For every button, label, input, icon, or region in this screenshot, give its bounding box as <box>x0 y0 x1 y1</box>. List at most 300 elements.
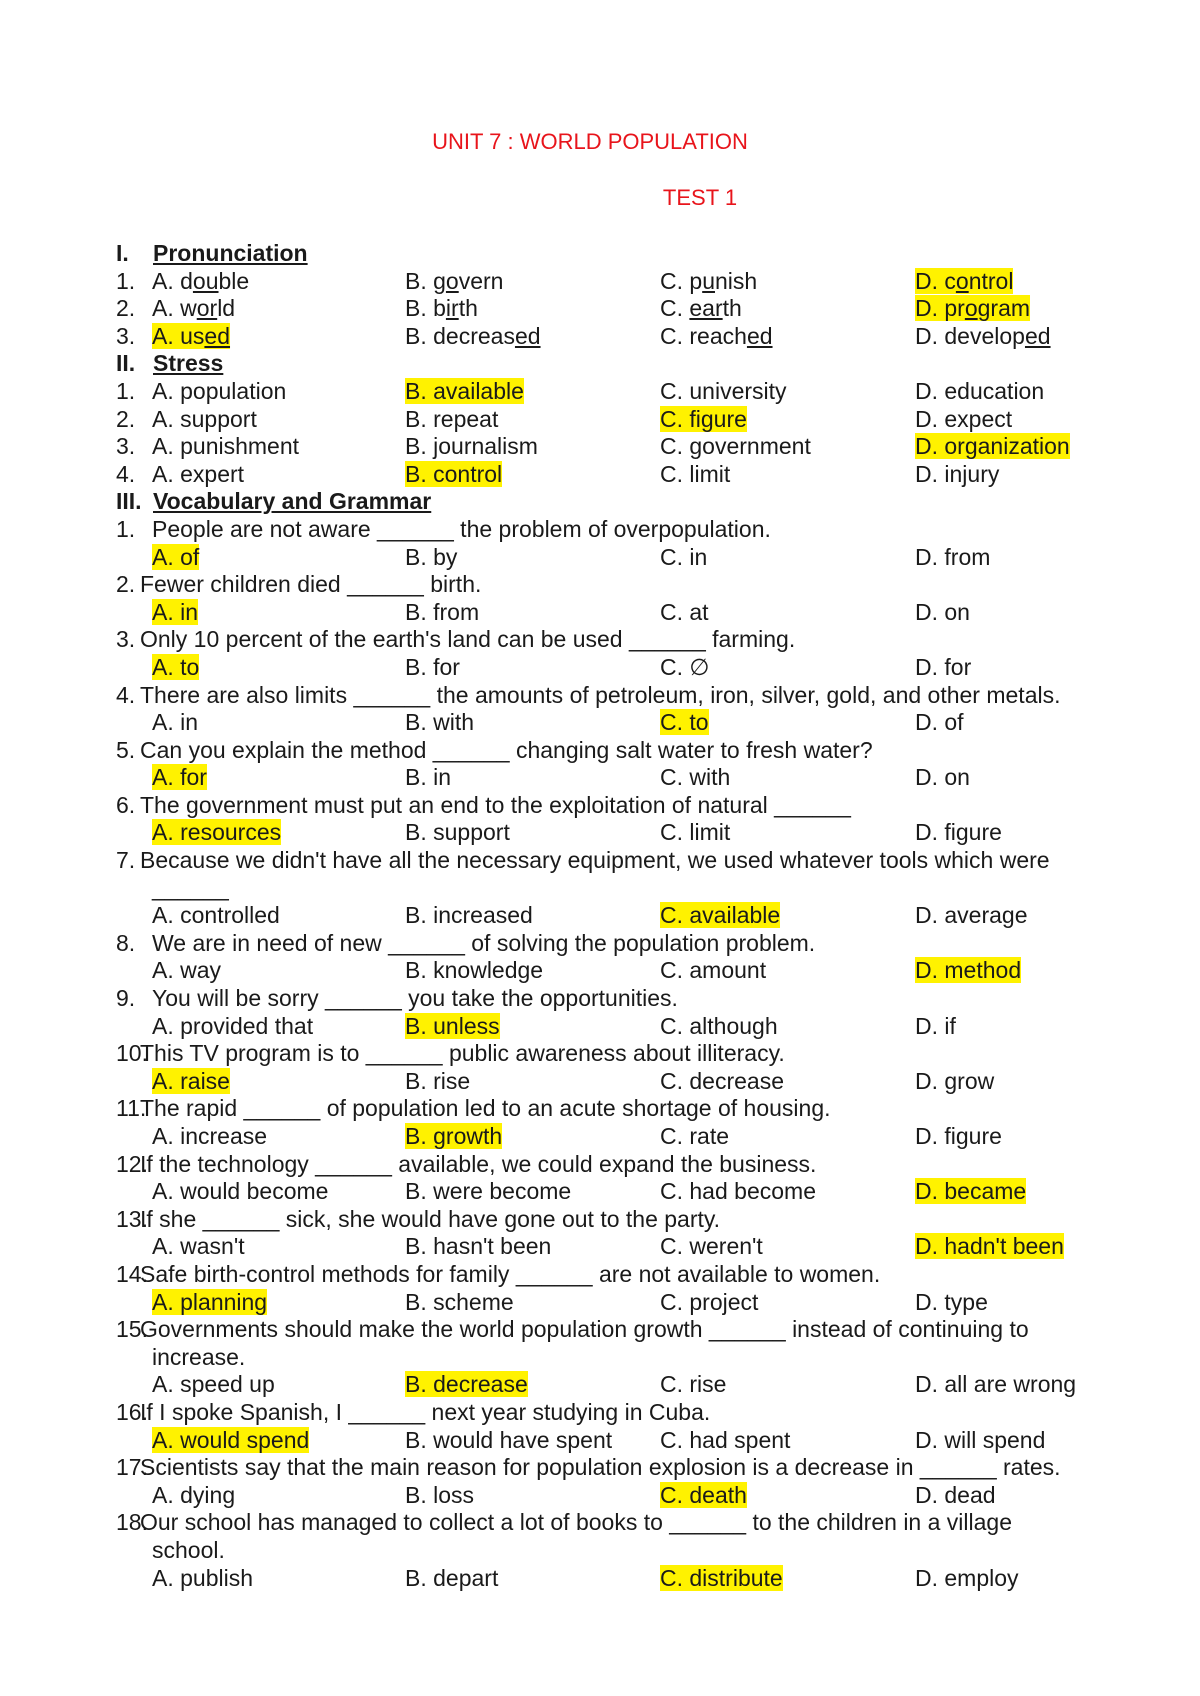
question-number: 18. <box>116 1509 148 1536</box>
question-text-row <box>0 1040 1200 1068</box>
answer-option <box>915 1289 988 1317</box>
answer-option <box>915 654 971 682</box>
option-text: A. of <box>152 543 200 570</box>
answer-option <box>915 1123 1002 1151</box>
answer-option <box>915 295 1030 323</box>
answer-option <box>152 599 198 627</box>
underlined-sound: o <box>964 295 978 322</box>
answer-option <box>152 819 281 847</box>
answer-option <box>405 461 502 489</box>
answer-option <box>405 1371 528 1399</box>
option-text: B. with <box>405 709 475 736</box>
question-text-row <box>0 1344 1200 1372</box>
answer-option <box>660 295 742 323</box>
answer-option <box>152 544 199 572</box>
option-text: A. in <box>152 598 199 625</box>
option-text: A. population <box>152 377 287 404</box>
answer-option <box>915 1178 1026 1206</box>
option-text: D. will spend <box>915 1426 1046 1453</box>
option-text: C. limit <box>660 819 731 846</box>
section-heading <box>0 240 1200 268</box>
question-text-row <box>0 1206 1200 1234</box>
option-text: D. hadn't been <box>915 1233 1064 1260</box>
underlined-sound: o <box>445 267 459 294</box>
option-text: B. repeat <box>405 405 499 432</box>
question-text-row <box>0 847 1200 875</box>
question-row <box>0 461 1200 489</box>
answer-option <box>915 461 999 489</box>
option-text: D. developed <box>915 322 1051 349</box>
question-text-row <box>0 1509 1200 1537</box>
answer-option <box>915 1482 996 1510</box>
question-row <box>0 323 1200 351</box>
option-text: C. limit <box>660 460 731 487</box>
answer-option <box>915 1565 1019 1593</box>
question-number: 2. <box>116 295 136 322</box>
answer-option <box>152 654 199 682</box>
question-text: Scientists say that the main reason for population explosion is a decrease in ______ rates. <box>140 1454 1061 1481</box>
answer-option <box>152 764 207 792</box>
answer-option <box>405 1178 571 1206</box>
answer-option <box>915 709 964 737</box>
answer-option <box>405 323 541 351</box>
answer-option <box>660 1178 816 1206</box>
answer-option <box>660 599 709 627</box>
question-text-row <box>0 792 1200 820</box>
options-row <box>0 599 1200 627</box>
question-text-row <box>0 1261 1200 1289</box>
question-number: 2. <box>116 405 136 432</box>
answer-option <box>915 902 1028 930</box>
option-text: A. to <box>152 653 200 680</box>
option-text: D. dead <box>915 1481 996 1508</box>
option-text: D. program <box>915 295 1031 322</box>
question-number: 3. <box>116 322 136 349</box>
question-number: 13. <box>116 1205 148 1232</box>
option-text: D. expect <box>915 405 1013 432</box>
answer-option <box>405 544 457 572</box>
option-text: D. if <box>915 1012 956 1039</box>
answer-option <box>152 1123 267 1151</box>
option-text: D. of <box>915 709 964 736</box>
option-text: A. for <box>152 764 207 791</box>
question-text-row <box>0 1316 1200 1344</box>
option-text: A. support <box>152 405 257 432</box>
answer-option <box>660 902 780 930</box>
option-text: D. on <box>915 764 970 791</box>
answer-option <box>152 378 286 406</box>
option-text: A. provided that <box>152 1012 314 1039</box>
underlined-sound: o <box>955 267 969 294</box>
option-text: A. increase <box>152 1123 268 1149</box>
question-text-row <box>0 682 1200 710</box>
section-title: Vocabulary and Grammar <box>153 488 432 515</box>
question-number: 1. <box>116 267 136 294</box>
answer-option <box>660 433 811 461</box>
option-text: C. reached <box>660 322 773 349</box>
answer-option <box>915 268 1013 296</box>
answer-option <box>405 819 510 847</box>
question-number: 4. <box>116 460 136 487</box>
answer-option <box>660 461 730 489</box>
question-number: 1. <box>116 377 136 404</box>
options-row <box>0 819 1200 847</box>
answer-option <box>152 1233 245 1261</box>
answer-option <box>405 1565 498 1593</box>
section-title: Stress <box>153 350 224 377</box>
answer-option <box>405 1068 470 1096</box>
answer-option <box>405 1123 502 1151</box>
answer-option <box>915 1371 1076 1399</box>
question-row <box>0 433 1200 461</box>
question-number: 12. <box>116 1150 148 1177</box>
answer-option <box>660 1123 729 1151</box>
answer-option <box>660 323 773 351</box>
question-number: 2. <box>116 571 136 598</box>
answer-option <box>915 764 970 792</box>
answer-option <box>152 1565 253 1593</box>
option-text: C. government <box>660 433 811 460</box>
option-text: D. from <box>915 543 991 570</box>
answer-option <box>660 709 709 737</box>
option-text: B. hasn't been <box>405 1233 552 1260</box>
option-text: C. ∅ <box>660 653 710 680</box>
question-text: If she ______ sick, she would have gone out to the party. <box>140 1205 721 1232</box>
question-text-row <box>0 1537 1200 1565</box>
option-text: D. injury <box>915 460 1000 487</box>
option-text: A. would become <box>152 1178 329 1205</box>
answer-option <box>152 902 280 930</box>
options-row <box>0 1068 1200 1096</box>
option-text: D. figure <box>915 1123 1002 1149</box>
question-text-row <box>0 875 1200 903</box>
answer-option <box>660 1427 790 1455</box>
option-text: C. distribute <box>660 1564 783 1591</box>
option-text: C. amount <box>660 957 767 984</box>
question-text-row <box>0 737 1200 765</box>
option-text: B. knowledge <box>405 957 544 984</box>
option-text: B. rise <box>405 1067 471 1094</box>
answer-option <box>405 1013 500 1041</box>
answer-option <box>915 378 1044 406</box>
option-text: C. in <box>660 543 708 570</box>
option-text: A. planning <box>152 1288 268 1315</box>
answer-option <box>152 709 198 737</box>
option-text: B. were become <box>405 1178 572 1205</box>
answer-option <box>152 406 257 434</box>
option-text: A. speed up <box>152 1371 275 1398</box>
question-number: 6. <box>116 791 136 818</box>
underlined-sound: or <box>196 295 218 322</box>
answer-option <box>915 1013 956 1041</box>
question-text: Only 10 percent of the earth's land can be used ______ farming. <box>140 626 796 653</box>
option-text: C. available <box>660 902 781 929</box>
question-text: If I spoke Spanish, I ______ next year studying in Cuba. <box>140 1398 711 1425</box>
option-text: D. type <box>915 1288 988 1315</box>
answer-option <box>915 406 1012 434</box>
answer-option <box>660 764 730 792</box>
answer-option <box>405 957 543 985</box>
option-text: C. had become <box>660 1178 816 1205</box>
option-text: C. rate <box>660 1123 730 1149</box>
option-text: B. from <box>405 598 480 625</box>
section-numeral: III. <box>116 488 142 515</box>
question-text: Our school has managed to collect a lot of books to ______ to the children in a village <box>140 1509 1012 1536</box>
option-text: D. became <box>915 1178 1027 1205</box>
answer-option <box>405 1427 612 1455</box>
question-text: This TV program is to ______ public awareness about illiteracy. <box>140 1040 785 1067</box>
option-text: A. double <box>152 267 250 294</box>
option-text: A. publish <box>152 1564 254 1591</box>
question-text: People are not aware ______ the problem of overpopulation. <box>152 515 771 542</box>
answer-option <box>405 295 478 323</box>
answer-option <box>405 378 524 406</box>
option-text: B. available <box>405 377 524 404</box>
underlined-sound: ou <box>192 267 219 294</box>
answer-option <box>152 461 244 489</box>
answer-option <box>152 323 230 351</box>
question-text-row <box>0 626 1200 654</box>
option-text: B. support <box>405 819 510 846</box>
answer-option <box>405 406 498 434</box>
option-text: C. weren't <box>660 1233 763 1260</box>
option-text: B. decrease <box>405 1371 528 1398</box>
options-row <box>0 544 1200 572</box>
question-row <box>0 295 1200 323</box>
section-numeral: II. <box>116 350 136 377</box>
question-row <box>0 268 1200 296</box>
underlined-sound: ed <box>514 322 541 349</box>
answer-option <box>152 433 299 461</box>
question-text-row <box>0 1095 1200 1123</box>
answer-option <box>915 1068 994 1096</box>
answer-option <box>660 1565 783 1593</box>
question-row <box>0 378 1200 406</box>
question-number: 8. <box>116 929 136 956</box>
answer-option <box>405 654 460 682</box>
option-text: D. all are wrong <box>915 1371 1077 1398</box>
option-text: B. journalism <box>405 433 538 460</box>
question-text: We are in need of new ______ of solving the population problem. <box>152 929 816 956</box>
option-text: C. with <box>660 764 731 791</box>
option-text: A. resources <box>152 819 282 846</box>
option-text: A. in <box>152 709 199 736</box>
question-text: If the technology ______ available, we could expand the business. <box>140 1150 817 1177</box>
option-text: D. grow <box>915 1067 995 1094</box>
option-text: D. employ <box>915 1564 1019 1591</box>
answer-option <box>660 544 707 572</box>
question-number: 11. <box>116 1095 147 1122</box>
option-text: C. death <box>660 1481 747 1508</box>
option-text: C. rise <box>660 1371 727 1398</box>
option-text: B. govern <box>405 267 504 294</box>
options-row <box>0 1178 1200 1206</box>
option-text: A. expert <box>152 460 245 487</box>
answer-option <box>152 1427 309 1455</box>
section-heading <box>0 350 1200 378</box>
question-number: 3. <box>116 626 136 653</box>
option-text: B. scheme <box>405 1288 514 1315</box>
question-text: Because we didn't have all the necessary equipment, we used whatever tools which were <box>140 847 1050 874</box>
question-number: 14. <box>116 1260 148 1287</box>
option-text: B. decreased <box>405 322 541 349</box>
question-number: 5. <box>116 736 136 763</box>
answer-option <box>660 1371 726 1399</box>
question-text-row <box>0 571 1200 599</box>
option-text: C. decrease <box>660 1067 785 1094</box>
option-text: A. would spend <box>152 1426 310 1453</box>
question-text: Safe birth-control methods for family ______ are not available to women. <box>140 1260 881 1287</box>
answer-option <box>660 819 730 847</box>
question-number: 10. <box>116 1040 148 1067</box>
option-text: C. had spent <box>660 1426 791 1453</box>
underlined-sound: ed <box>204 322 231 349</box>
question-text: ______ <box>152 874 229 901</box>
options-row <box>0 654 1200 682</box>
answer-option <box>660 1068 784 1096</box>
question-text: Can you explain the method ______ changing salt water to fresh water? <box>140 736 873 763</box>
answer-option <box>152 1178 328 1206</box>
options-row <box>0 1123 1200 1151</box>
answer-option <box>915 599 970 627</box>
option-text: A. punishment <box>152 433 300 460</box>
answer-option <box>660 654 709 682</box>
option-text: A. dying <box>152 1481 236 1508</box>
answer-option <box>915 957 1021 985</box>
answer-option <box>152 1289 267 1317</box>
option-text: D. education <box>915 377 1045 404</box>
test-title: TEST 1 <box>662 185 738 210</box>
section-title: Pronunciation <box>153 240 308 266</box>
option-text: B. depart <box>405 1564 499 1591</box>
question-text-row <box>0 930 1200 958</box>
answer-option <box>152 1482 235 1510</box>
answer-option <box>152 957 221 985</box>
answer-option <box>660 1233 763 1261</box>
answer-option <box>660 1013 778 1041</box>
option-text: B. increased <box>405 902 533 929</box>
option-text: B. control <box>405 460 503 487</box>
answer-option <box>405 764 451 792</box>
option-text: C. to <box>660 709 709 736</box>
option-text: D. for <box>915 653 972 680</box>
underlined-sound: ir <box>445 295 459 322</box>
options-row <box>0 1565 1200 1593</box>
answer-option <box>915 1233 1064 1261</box>
option-text: C. university <box>660 377 787 404</box>
test-content <box>0 240 1200 1592</box>
underlined-sound: u <box>702 267 715 294</box>
answer-option <box>405 1482 474 1510</box>
option-text: D. organization <box>915 433 1070 460</box>
underlined-sound: ed <box>746 322 773 349</box>
answer-option <box>152 1013 313 1041</box>
option-text: A. wasn't <box>152 1233 245 1260</box>
question-number: 16. <box>116 1398 148 1425</box>
question-text-row <box>0 516 1200 544</box>
answer-option <box>660 378 787 406</box>
option-text: B. growth <box>405 1123 503 1149</box>
question-text: There are also limits ______ the amounts of petroleum, iron, silver, gold, and other metals. <box>140 681 1061 708</box>
answer-option <box>915 433 1070 461</box>
underlined-sound: ed <box>1024 322 1051 349</box>
underlined-sound: ear <box>689 295 723 322</box>
question-text: increase. <box>152 1343 246 1370</box>
options-row <box>0 709 1200 737</box>
answer-option <box>405 599 479 627</box>
answer-option <box>660 1482 747 1510</box>
options-row <box>0 957 1200 985</box>
question-text: Governments should make the world population growth ______ instead of continuing to <box>140 1316 1029 1343</box>
answer-option <box>915 1427 1045 1455</box>
options-row <box>0 1289 1200 1317</box>
section-numeral: I. <box>116 240 129 266</box>
question-number: 1. <box>116 515 136 542</box>
option-text: B. loss <box>405 1481 475 1508</box>
answer-option <box>152 1371 275 1399</box>
answer-option <box>152 295 235 323</box>
option-text: A. world <box>152 295 236 322</box>
question-text-row <box>0 985 1200 1013</box>
option-text: C. earth <box>660 295 742 322</box>
answer-option <box>660 406 747 434</box>
question-text-row <box>0 1399 1200 1427</box>
answer-option <box>915 323 1051 351</box>
answer-option <box>405 902 533 930</box>
question-text-row <box>0 1454 1200 1482</box>
option-text: A. controlled <box>152 902 280 929</box>
options-row <box>0 1013 1200 1041</box>
question-text: school. <box>152 1536 225 1563</box>
question-number: 9. <box>116 985 136 1012</box>
answer-option <box>405 268 503 296</box>
answer-option <box>405 709 474 737</box>
section-heading <box>0 488 1200 516</box>
question-text: The rapid ______ of population led to an acute shortage of housing. <box>140 1095 831 1122</box>
question-text: Fewer children died ______ birth. <box>140 571 482 598</box>
options-row <box>0 1482 1200 1510</box>
option-text: C. project <box>660 1288 759 1315</box>
option-text: B. would have spent <box>405 1426 613 1453</box>
option-text: C. punish <box>660 267 758 294</box>
question-number: 3. <box>116 433 136 460</box>
question-text: The government must put an end to the exploitation of natural ______ <box>140 791 851 818</box>
question-number: 15. <box>116 1316 148 1343</box>
answer-option <box>915 544 990 572</box>
options-row <box>0 764 1200 792</box>
option-text: D. average <box>915 902 1028 929</box>
options-row <box>0 1371 1200 1399</box>
option-text: D. on <box>915 598 970 625</box>
answer-option <box>660 268 757 296</box>
option-text: B. unless <box>405 1012 500 1039</box>
question-text-row <box>0 1151 1200 1179</box>
option-text: D. control <box>915 267 1014 294</box>
question-number: 17. <box>116 1454 148 1481</box>
option-text: A. raise <box>152 1067 230 1094</box>
question-number: 7. <box>116 847 136 874</box>
option-text: C. although <box>660 1012 778 1039</box>
option-text: C. figure <box>660 405 747 432</box>
answer-option <box>405 433 538 461</box>
options-row <box>0 902 1200 930</box>
options-row <box>0 1233 1200 1261</box>
question-number: 4. <box>116 681 136 708</box>
answer-option <box>152 268 249 296</box>
answer-option <box>660 957 766 985</box>
option-text: A. way <box>152 957 222 984</box>
question-text: You will be sorry ______ you take the opportunities. <box>152 985 678 1012</box>
